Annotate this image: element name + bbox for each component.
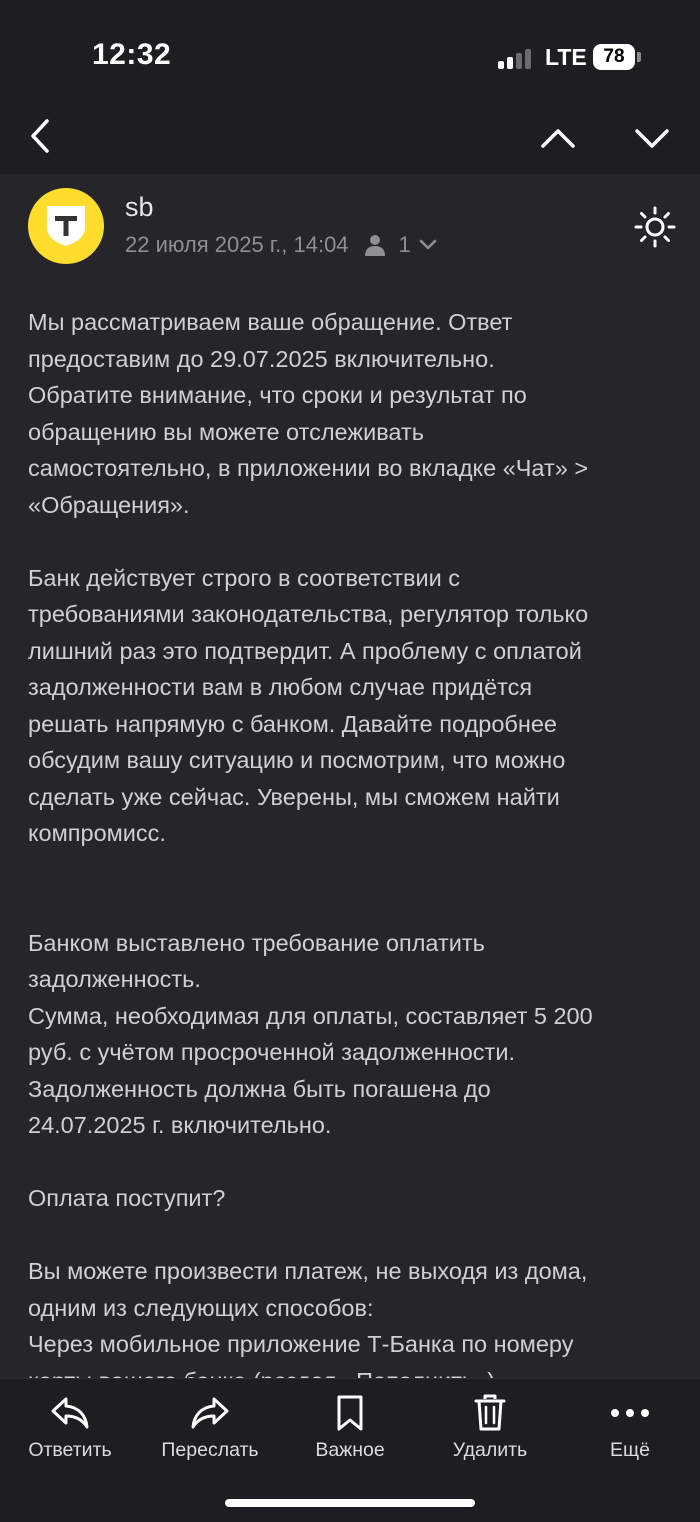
person-icon	[363, 232, 389, 258]
chevron-down-icon	[419, 238, 439, 252]
next-message-button[interactable]	[624, 110, 680, 166]
forward-icon	[190, 1396, 230, 1430]
battery-icon	[593, 44, 635, 70]
previous-message-button[interactable]	[530, 110, 586, 166]
chevron-left-icon	[28, 118, 52, 154]
sun-icon	[634, 206, 676, 248]
message-paragraph: Вы можете произвести платеж, не выходя из дома, одним из следующих способов: Через мобильное приложение Т-Банка по номеру	[28, 1258, 588, 1357]
recipients-count: 1	[398, 232, 411, 257]
message-body	[28, 304, 678, 1399]
chevron-up-icon	[540, 127, 576, 149]
chevron-down-icon	[634, 127, 670, 149]
signal-icon	[498, 47, 534, 69]
more-button[interactable]	[560, 1393, 700, 1463]
battery-level: 78	[603, 46, 625, 67]
message-card	[0, 174, 700, 1378]
message-paragraph: Оплата поступит?	[28, 1185, 226, 1211]
network-type: LTE	[545, 44, 587, 70]
message-date: 22 июля 2025 г., 14:04	[125, 232, 349, 257]
message-paragraph: Мы рассматриваем ваше обращение. Ответ предоставим до 29.07.2025 включительно. Обратите внимание, что сроки и результат по обращению вы можете отслеживать самостоятельно, в приложении во вкладке «Чат» > «Обращения».	[28, 309, 589, 518]
message-paragraph: Банк действует строго в соответствии с требованиями законодательства, регулятор только лишний раз это подтвердит. А проблему с оплатой задолженности вам в любом случае придётся решать напрямую с банком. Давайте подробнее обсудим вашу ситуацию и посмотрим, что можно сделать уже сейчас. Уверены, мы сможем найти компромисс.	[28, 564, 589, 846]
bookmark-icon	[335, 1394, 365, 1432]
reply-button[interactable]	[0, 1393, 140, 1463]
forward-label: Переслать	[161, 1439, 259, 1461]
status-time: 12:32	[92, 38, 172, 71]
home-indicator[interactable]	[225, 1499, 475, 1507]
message-meta[interactable]	[125, 230, 439, 260]
reply-icon	[50, 1396, 90, 1430]
theme-toggle-button[interactable]	[630, 202, 680, 252]
important-label: Важное	[315, 1439, 385, 1461]
delete-label: Удалить	[452, 1439, 528, 1461]
avatar[interactable]	[28, 188, 104, 264]
more-dots-icon	[610, 1408, 650, 1418]
status-bar	[0, 0, 700, 110]
trash-icon	[474, 1394, 506, 1432]
message-paragraph: Банком выставлено требование оплатить задолженность. Сумма, необходимая для оплаты, составляет 5 200 руб. с учётом просроченной задолженности. Задолженность должна быть погашена до 24.07.2025 г. включительно.	[28, 929, 593, 1138]
nav-bar	[0, 110, 700, 174]
more-label: Ещё	[610, 1439, 650, 1461]
battery-tip	[637, 52, 641, 62]
t-bank-logo-icon	[45, 204, 87, 248]
sender-name[interactable]: sb	[125, 192, 154, 222]
back-button[interactable]	[12, 108, 68, 164]
forward-button[interactable]	[140, 1393, 280, 1463]
important-button[interactable]	[280, 1393, 420, 1463]
delete-button[interactable]	[420, 1393, 560, 1463]
reply-label: Ответить	[28, 1439, 112, 1461]
